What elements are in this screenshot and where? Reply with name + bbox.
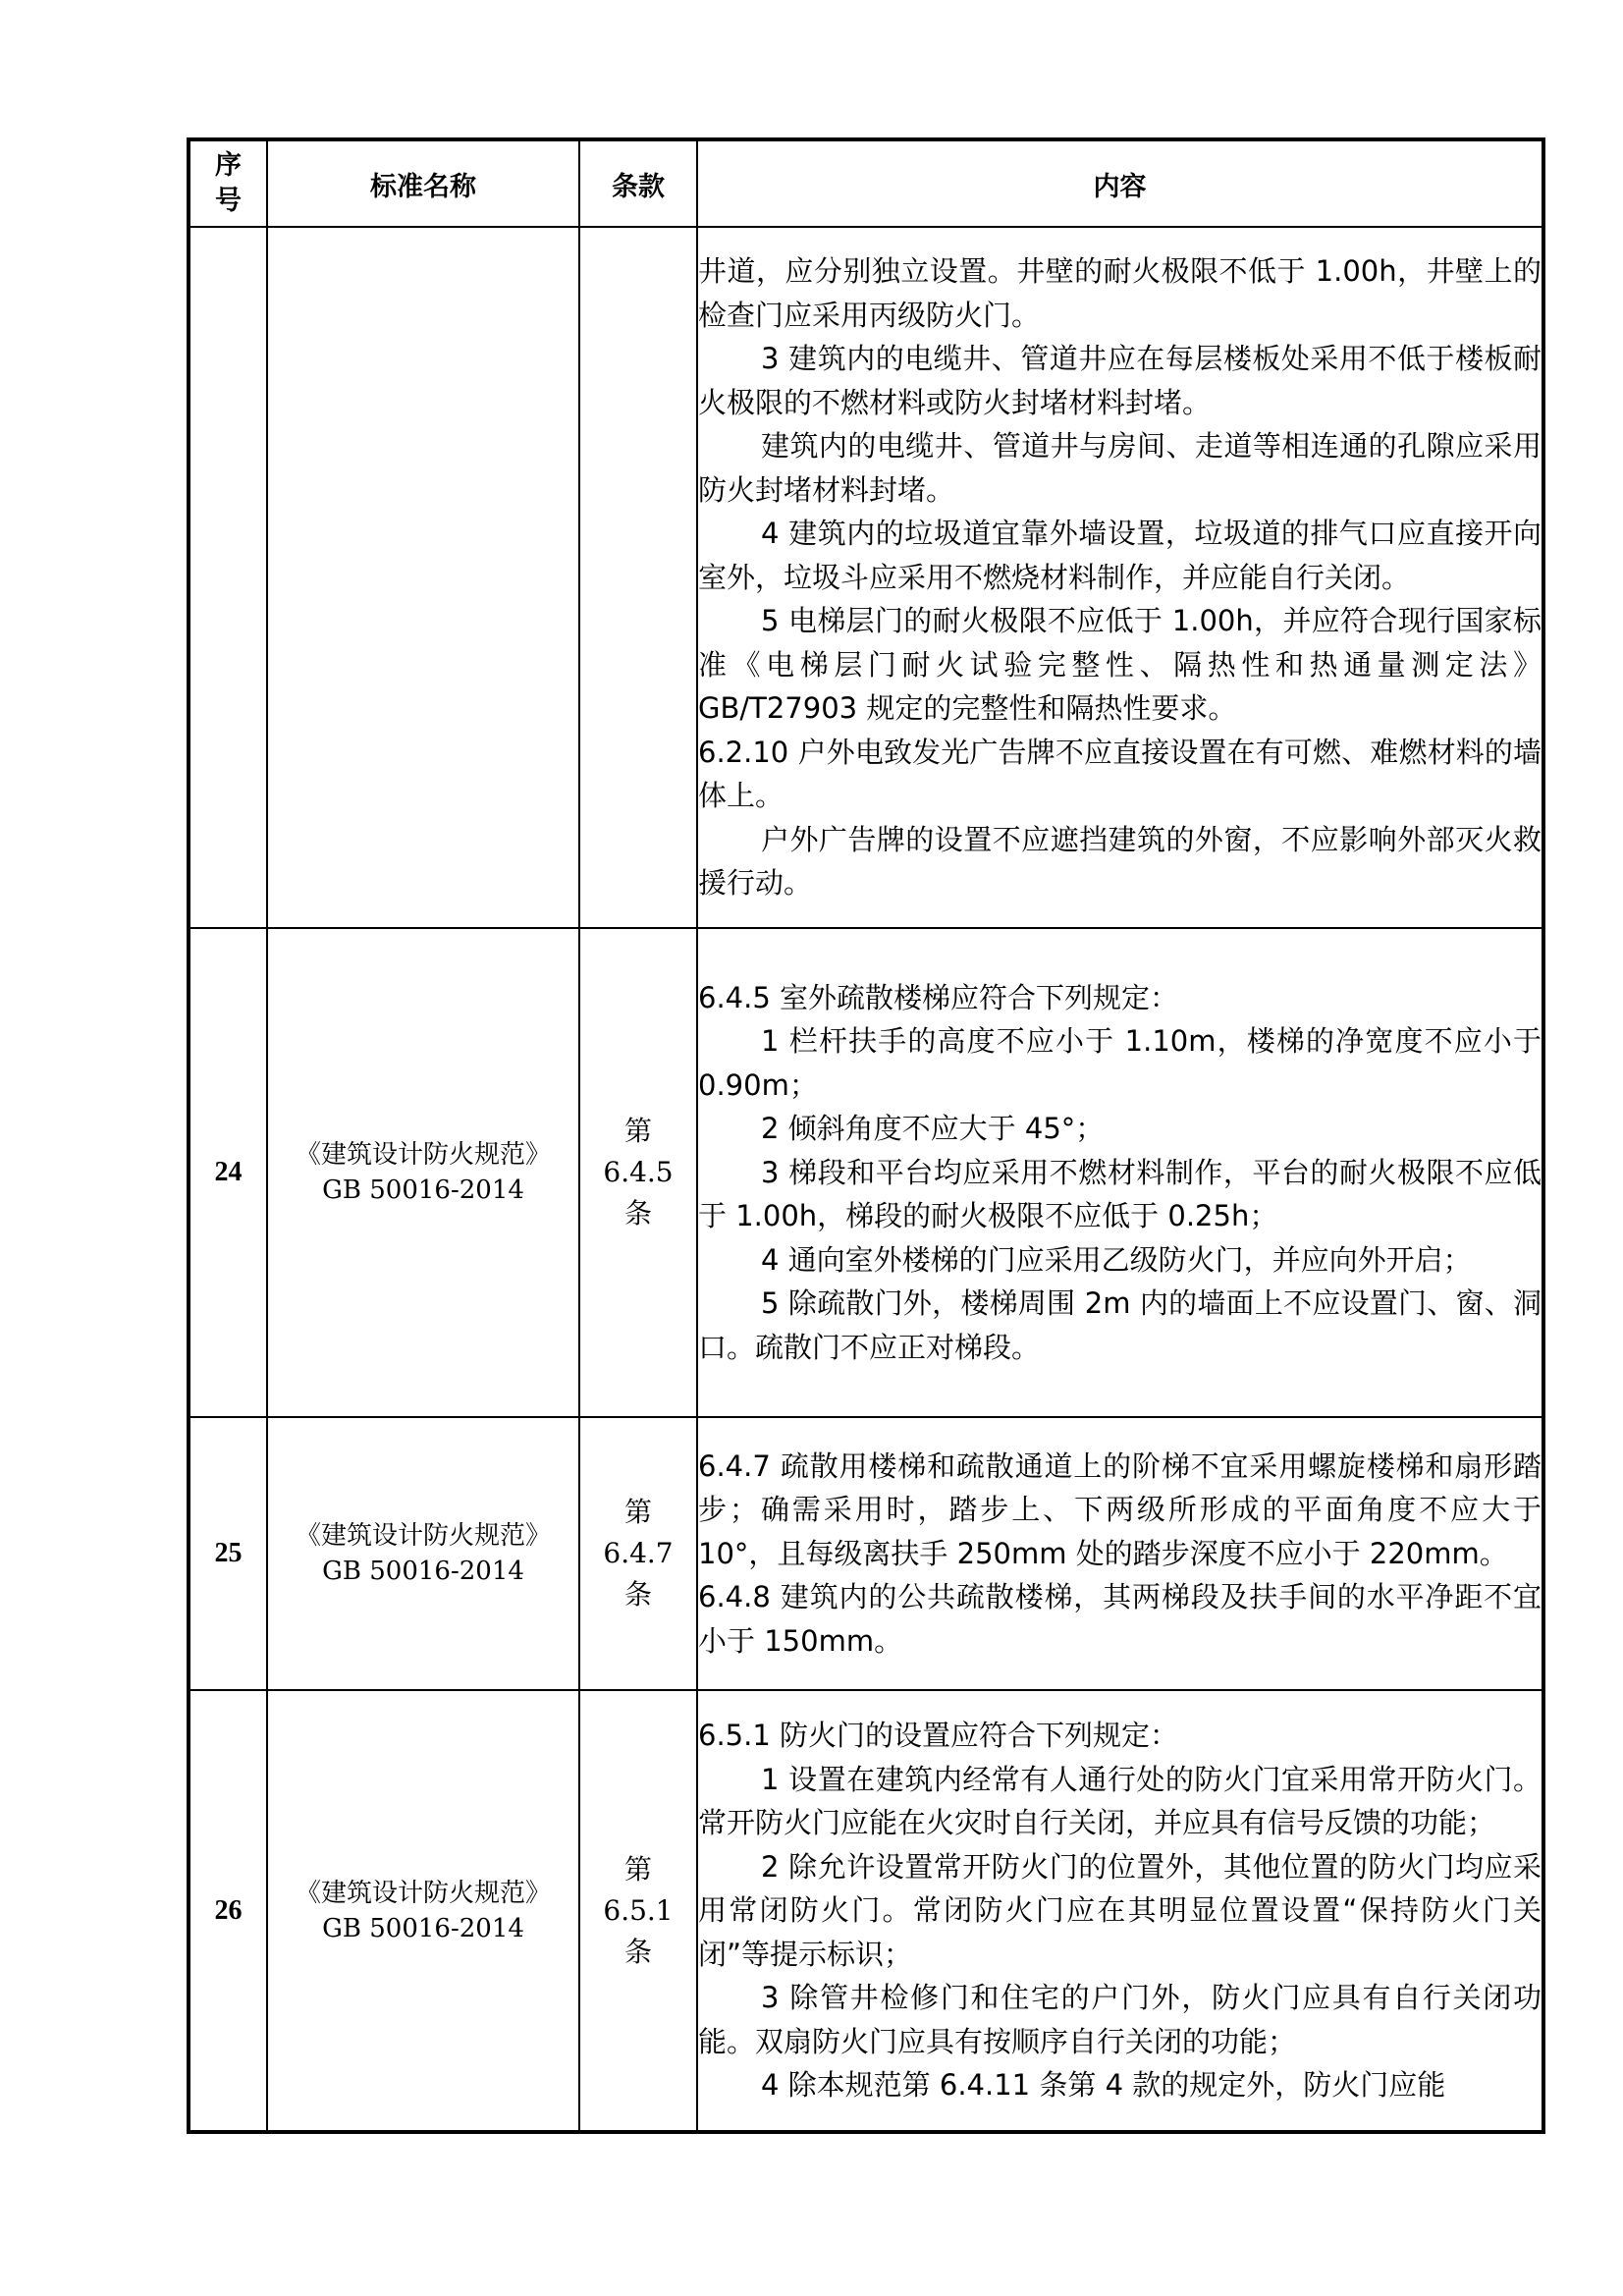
standards-table [187,137,1545,2134]
content-paragraph: 4 建筑内的垃圾道宜靠外墙设置，垃圾道的排气口应直接开向室外，垃圾斗应采用不燃烧材料制作，并应能自行关闭。 [698,517,1542,594]
clause-suffix: 条 [623,1935,652,1968]
content-paragraph: 1 栏杆扶手的高度不应小于 1.10m，楼梯的净宽度不应小于 0.90m； [698,1024,1542,1102]
header-name: 标准名称 [267,139,579,227]
clause-suffix: 条 [623,1197,652,1230]
table-row [189,1690,1543,2132]
row-standard-name [267,1417,579,1690]
header-seq-line1: 序 [215,150,242,181]
content-paragraph: 1 设置在建筑内经常有人通行处的防火门宜采用常开防火门。常开防火门应能在火灾时自行关闭，并应具有信号反馈的功能； [698,1762,1542,1840]
content-paragraph: 6.4.8 建筑内的公共疏散楼梯，其两梯段及扶手间的水平净距不宜小于 150mm。 [698,1580,1542,1658]
row-number [189,227,267,928]
standard-code: GB 50016-2014 [322,1557,524,1586]
content-paragraph: 2 除允许设置常开防火门的位置外，其他位置的防火门均应采用常闭防火门。常闭防火门应在其明显位置设置“保持防火门关闭”等提示标识； [698,1849,1542,1971]
row-content [697,227,1543,928]
row-clause [579,1417,697,1690]
content-paragraph: 5 电梯层门的耐火极限不应低于 1.00h，并应符合现行国家标准《电梯层门耐火试验完整性、隔热性和热通量测定法》GB/T27903 规定的完整性和隔热性要求。 [698,604,1542,726]
clause-number: 6.4.5 [603,1156,674,1188]
content-paragraph: 建筑内的电缆井、管道井与房间、走道等相连通的孔隙应采用防火封堵材料封堵。 [698,429,1542,507]
row-standard-name [267,928,579,1417]
row-number: 24 [189,928,267,1417]
content-paragraph: 5 除疏散门外，楼梯周围 2m 内的墙面上不应设置门、窗、洞口。疏散门不应正对梯段。 [698,1286,1542,1364]
standard-title: 《建筑设计防火规范》 [295,1878,551,1908]
clause-prefix: 第 [623,1115,652,1147]
content-paragraph: 3 除管井检修门和住宅的户门外，防火门应具有自行关闭功能。双扇防火门应具有按顺序自行关闭的功能； [698,1981,1542,2058]
row-number: 26 [189,1690,267,2132]
content-paragraph: 2 倾斜角度不应大于 45°； [761,1112,1105,1146]
content-paragraph: 6.4.7 疏散用楼梯和疏散通道上的阶梯不宜采用螺旋楼梯和扇形踏步；确需采用时，踏步上、下两级所形成的平面角度不应大于 10°，且每级离扶手 250mm 处的踏步深度不应小于 220mm。 [698,1449,1542,1570]
clause-suffix: 条 [623,1578,652,1611]
content-paragraph: 4 除本规范第 6.4.11 条第 4 款的规定外，防火门应能 [761,2068,1446,2103]
content-paragraph: 井道，应分别独立设置。井壁的耐火极限不低于 1.00h，井壁上的检查门应采用丙级防火门。 [698,254,1542,332]
row-clause [579,1690,697,2132]
row-clause [579,928,697,1417]
header-seq-line2: 号 [215,186,242,216]
content-paragraph: 3 建筑内的电缆井、管道井应在每层楼板处采用不低于楼板耐火极限的不燃材料或防火封堵材料封堵。 [698,342,1542,419]
standard-title: 《建筑设计防火规范》 [295,1521,551,1551]
content-paragraph: 6.4.5 室外疏散楼梯应符合下列规定： [698,980,1179,1014]
row-clause [579,227,697,928]
clause-prefix: 第 [623,1852,652,1886]
row-content [697,1417,1543,1690]
standard-code: GB 50016-2014 [322,1175,524,1205]
standard-title: 《建筑设计防火规范》 [295,1140,551,1170]
clause-number: 6.5.1 [603,1893,674,1927]
row-standard-name [267,227,579,928]
table-row [189,227,1543,928]
table-row [189,1417,1543,1690]
header-content: 内容 [697,139,1543,227]
content-paragraph: 户外广告牌的设置不应遮挡建筑的外窗，不应影响外部灭火救援行动。 [698,822,1542,901]
row-content [697,1690,1543,2132]
header-row [189,139,1543,227]
standard-code: GB 50016-2014 [322,1913,524,1943]
clause-prefix: 第 [623,1496,652,1528]
content-paragraph: 3 梯段和平台均应采用不燃材料制作，平台的耐火极限不应低于 1.00h，梯段的耐火极限不应低于 0.25h； [698,1155,1542,1233]
clause-number: 6.4.7 [603,1537,674,1569]
row-standard-name [267,1690,579,2132]
row-number: 25 [189,1417,267,1690]
header-seq [189,139,267,227]
content-paragraph: 6.5.1 防火门的设置应符合下列规定： [698,1719,1179,1753]
row-content [697,928,1543,1417]
content-paragraph: 6.2.10 户外电致发光广告牌不应直接设置在有可燃、难燃材料的墙体上。 [698,735,1542,813]
header-clause: 条款 [579,139,697,227]
table-row [189,928,1543,1417]
content-paragraph: 4 通向室外楼梯的门应采用乙级防火门，并应向外开启； [761,1242,1472,1277]
